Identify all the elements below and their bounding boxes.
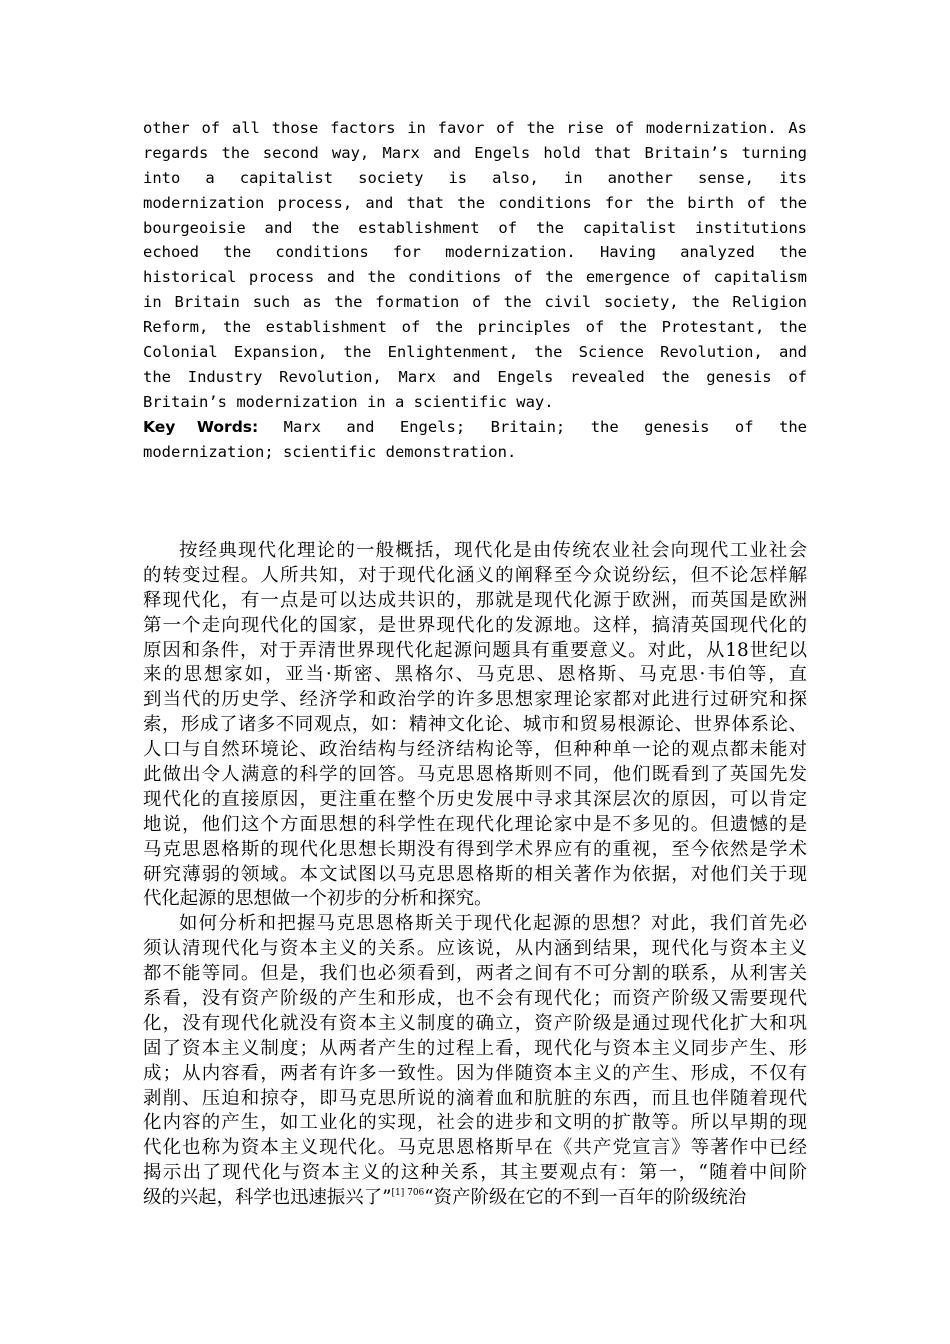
body-line: 原因和条件，对于弄清世界现代化起源问题具有重要意义。对此，从18世纪以 — [143, 639, 807, 661]
abstract-line: echoed the conditions for modernization. Having analyzed the — [143, 243, 807, 262]
body-line: 成；从内容看，两者有许多一致性。因为伴随资本主义的产生、形成，不仅有 — [143, 1062, 807, 1084]
body-line: 代化也称为资本主义现代化。马克思恩格斯早在《共产党宣言》等著作中已经 — [143, 1137, 807, 1159]
body-line: 按经典现代化理论的一般概括，现代化是由传统农业社会向现代工业社会 — [179, 540, 807, 561]
keywords-line-2: modernization; scientific demonstration. — [143, 442, 517, 461]
body-line: 第一个走向现代化的国家，是世界现代化的发源地。这样，搞清英国现代化的 — [143, 614, 807, 636]
body-line: 的转变过程。人所共知，对于现代化涵义的阐释至今众说纷纭，但不论怎样解 — [143, 564, 807, 586]
keywords-text: Marx and Engels; Britain; the genesis of the — [283, 417, 807, 436]
body-line: 马克思恩格斯的现代化思想长期没有得到学术界应有的重视，至今依然是学术 — [143, 838, 807, 860]
abstract-line: modernization process, and that the conditions for the birth of the — [143, 193, 807, 212]
citation-ref: [1] 706 — [391, 1188, 425, 1199]
body-line: 须认清现代化与资本主义的关系。应该说，从内涵到结果，现代化与资本主义 — [143, 938, 807, 960]
abstract-line: Reform, the establishment of the principles of the Protestant, the — [143, 318, 807, 337]
body-line: 现代化的直接原因，更注重在整个历史发展中寻求其深层次的原因，可以肯定 — [143, 788, 807, 810]
body-line: 都不能等同。但是，我们也必须看到，两者之间有不可分割的联系，从利害关 — [143, 963, 807, 985]
abstract-line: Colonial Expansion, the Enlightenment, the Science Revolution, and — [143, 343, 807, 362]
abstract-line: bourgeoisie and the establishment of the capitalist institutions — [143, 218, 807, 237]
keywords-line — [143, 415, 807, 440]
abstract-line: historical process and the conditions of the emergence of capitalism — [143, 268, 807, 287]
body-line: 如何分析和把握马克思恩格斯关于现代化起源的思想？对此，我们首先必 — [179, 913, 807, 935]
body-line: 索，形成了诸多不同观点，如：精神文化论、城市和贸易根源论、世界体系论、 — [143, 714, 807, 736]
keywords-label: Key Words: — [143, 417, 259, 436]
abstract-line: regards the second way, Marx and Engels hold that Britain’s turning — [143, 143, 807, 162]
body-line: 地说，他们这个方面思想的科学性在现代化理论家中是不多见的。但遗憾的是 — [143, 813, 807, 835]
body-line: 此做出令人满意的科学的回答。马克思恩格斯则不同，他们既看到了英国先发 — [143, 764, 807, 786]
body-line: 化，没有现代化就没有资本主义制度的确立，资产阶级是通过现代化扩大和巩 — [143, 1012, 807, 1034]
abstract-line: the Industry Revolution, Marx and Engels revealed the genesis of — [143, 367, 807, 386]
body-line: 系看，没有资产阶级的产生和形成，也不会有现代化；而资产阶级又需要现代 — [143, 988, 807, 1010]
body-line: 化内容的产生，如工业化的实现，社会的进步和文明的扩散等。所以早期的现 — [143, 1112, 807, 1134]
abstract-line: in Britain such as the formation of the civil society, the Religion — [143, 293, 807, 312]
body-line: 揭示出了现代化与资本主义的这种关系，其主要观点有：第一，“随着中间阶 — [143, 1162, 807, 1184]
body-line: 剥削、压迫和掠夺，即马克思所说的滴着血和肮脏的东西，而且也伴随着现代 — [143, 1087, 807, 1109]
abstract-paragraph — [143, 116, 807, 464]
body-line: 研究薄弱的领域。本文试图以马克思恩格斯的相关著作为依据，对他们关于现 — [143, 863, 807, 885]
body-line: 释现代化，有一点是可以达成共识的，那就是现代化源于欧洲，而英国是欧洲 — [143, 589, 807, 611]
abstract-line: Britain’s modernization in a scientific way. — [143, 392, 554, 411]
body-line: 人口与自然环境论、政治结构与经济结构论等，但种种单一论的观点都未能对 — [143, 739, 807, 761]
abstract-line: into a capitalist society is also, in another sense, its — [143, 168, 807, 187]
body-text-segment: 级的兴起，科学也迅速振兴了” — [143, 1187, 392, 1209]
body-text-segment: “资产阶级在它的不到一百年的阶级统治 — [424, 1187, 747, 1209]
abstract-line: other of all those factors in favor of the rise of modernization. As — [143, 119, 807, 137]
body-line: 来的思想家如，亚当·斯密、黑格尔、马克思、恩格斯、马克思·韦伯等，直 — [143, 664, 807, 686]
body-text — [143, 539, 807, 1211]
body-line-with-citation — [143, 1186, 807, 1211]
body-line: 代化起源的思想做一个初步的分析和探究。 — [143, 888, 493, 910]
body-line: 到当代的历史学、经济学和政治学的许多思想家理论家都对此进行过研究和探 — [143, 689, 807, 711]
body-line: 固了资本主义制度；从两者产生的过程上看，现代化与资本主义同步产生、形 — [143, 1037, 807, 1059]
